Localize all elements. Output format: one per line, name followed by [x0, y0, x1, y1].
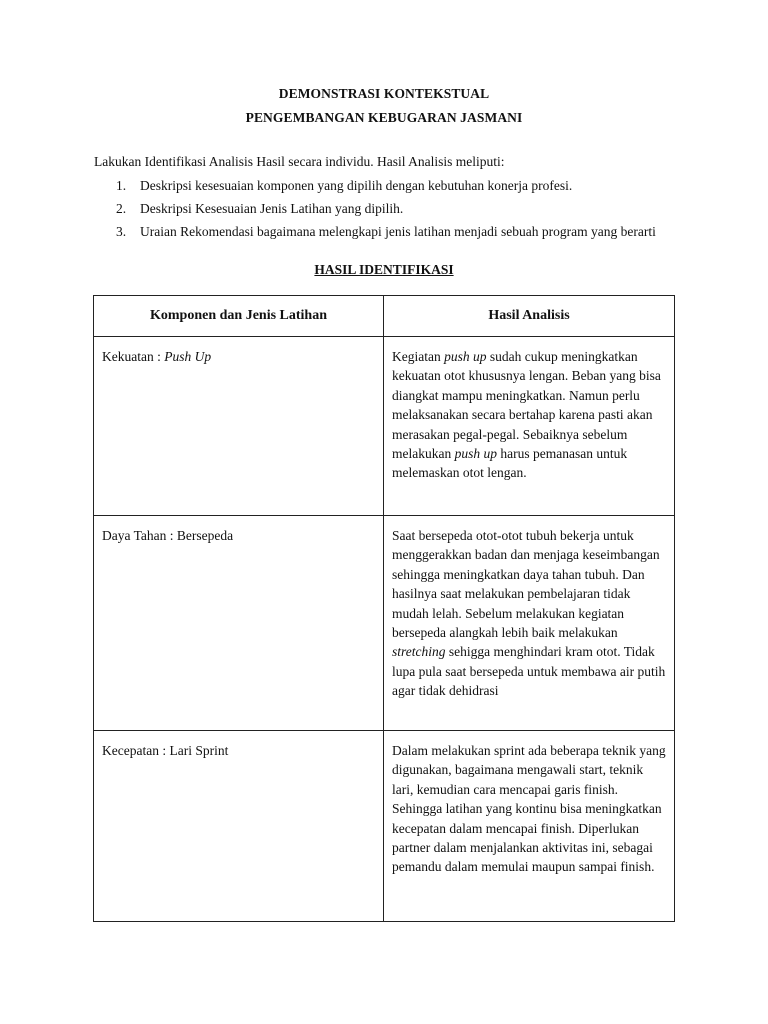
list-text: Deskripsi kesesuaian komponen yang dipilih dengan kebutuhan konerja profesi. — [140, 178, 573, 193]
analysis-italic: stretching — [392, 644, 446, 660]
component-cell — [94, 731, 384, 922]
list-item — [116, 178, 656, 201]
analysis-text: Kegiatan — [392, 349, 445, 364]
table-row — [94, 516, 675, 731]
component-label: Kekuatan : — [102, 349, 165, 364]
analysis-italic: push up — [444, 349, 487, 364]
component-label: Kecepatan : Lari Sprint — [102, 743, 229, 758]
analysis-text: sehigga menghindari kram otot. Tidak lupa pula saat bersepeda untuk membawa air putih agar tidak dehidrasi — [392, 644, 666, 699]
analysis-cell — [384, 337, 675, 516]
table-row — [94, 731, 675, 922]
intro-paragraph: Lakukan Identifikasi Analisis Hasil secara individu. Hasil Analisis meliputi: — [94, 154, 505, 169]
table-header-row — [94, 296, 675, 337]
analysis-cell — [384, 516, 675, 731]
analysis-text: Dalam melakukan sprint ada beberapa teknik yang digunakan, bagaimana mengawali start, teknik lari, kemudian cara mencapai garis finish. Sehingga latihan yang kontinu bisa meningkatkan kecepatan dalam mencapai finish. Diperlukan partner dalam menjalankan aktivitas ini, sebagai pemandu dalam memulai maupun sampai finish. — [392, 743, 666, 875]
list-text: Deskripsi Kesesuaian Jenis Latihan yang dipilih. — [140, 201, 404, 216]
analysis-text: harus pemanasan untuk melemaskan otot lengan. — [392, 446, 628, 481]
section-title: HASIL IDENTIFIKASI — [314, 262, 454, 277]
list-number: 1. — [116, 178, 127, 193]
document-title: DEMONSTRASI KONTEKSTUAL — [278, 86, 490, 101]
list-item — [116, 201, 656, 224]
component-label: Daya Tahan : Bersepeda — [102, 528, 234, 543]
analysis-text: Saat bersepeda otot-otot tubuh bekerja untuk menggerakkan badan dan menjaga keseimbangan sehingga meningkatkan daya tahan tubuh. Dan hasilnya saat melakukan pembelajaran tidak mudah lelah. Sebelum melakukan kegiatan bersepeda alangkah lebih baik melakukan — [392, 528, 660, 641]
results-table — [93, 295, 675, 922]
table-row — [94, 337, 675, 516]
analysis-text: sudah cukup meningkatkan kekuatan otot khususnya lengan. Beban yang bisa diangkat mampu meningkatkan. Namun perlu melaksanakan secara bertahap karena pasti akan merasakan pegal-pegal. Sebaiknya sebelum melakukan — [392, 349, 661, 462]
component-cell — [94, 516, 384, 731]
document-subtitle: PENGEMBANGAN KEBUGARAN JASMANI — [245, 110, 523, 125]
list-item — [116, 224, 656, 247]
header-analysis: Hasil Analisis — [384, 296, 675, 337]
list-number: 2. — [116, 201, 127, 216]
analysis-cell — [384, 731, 675, 922]
list-number: 3. — [116, 224, 127, 239]
list-text: Uraian Rekomendasi bagaimana melengkapi jenis latihan menjadi sebuah program yang berarti — [140, 224, 656, 239]
component-cell — [94, 337, 384, 516]
header-component: Komponen dan Jenis Latihan — [94, 296, 384, 337]
component-italic: Push Up — [164, 349, 212, 364]
instruction-list — [116, 178, 656, 247]
analysis-italic: push up — [454, 446, 497, 462]
